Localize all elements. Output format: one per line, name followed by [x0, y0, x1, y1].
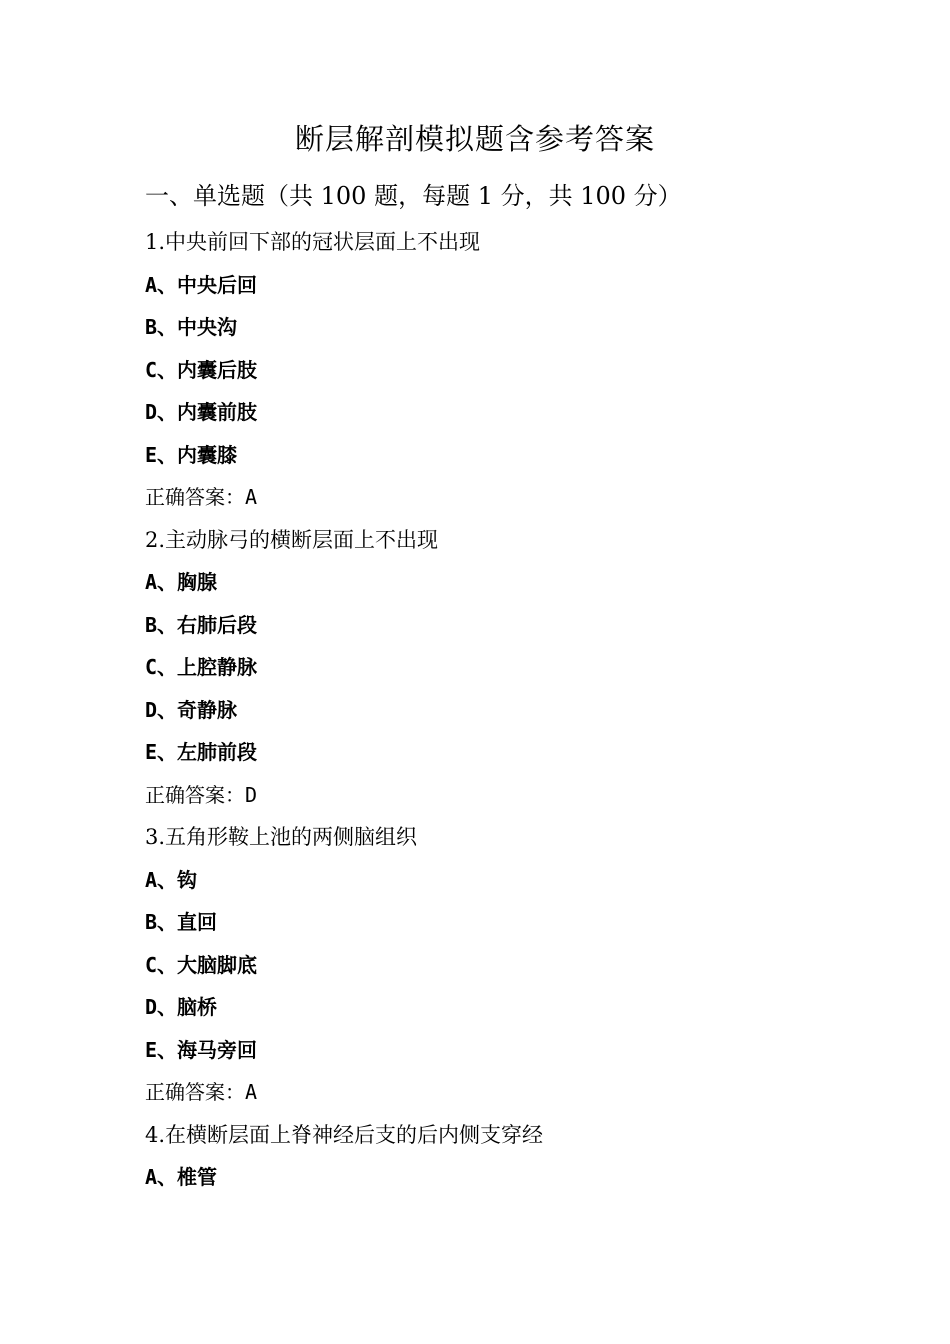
correct-answer: 正确答案：D — [145, 782, 258, 807]
question-option: D、内囊前肢 — [145, 400, 258, 424]
question-option: D、脑桥 — [145, 995, 218, 1019]
question-option: E、左肺前段 — [145, 740, 258, 764]
section-heading: 一、单选题（共 100 题，每题 1 分，共 100 分） — [145, 182, 682, 210]
question-stem: 4.在横断层面上脊神经后支的后内侧支穿经 — [145, 1122, 544, 1147]
question-option: C、大脑脚底 — [145, 952, 258, 977]
correct-answer: 正确答案：A — [145, 1080, 258, 1104]
question-option: D、奇静脉 — [145, 697, 238, 722]
question-option: B、中央沟 — [145, 315, 238, 339]
question-option: C、上腔静脉 — [145, 655, 258, 679]
question-list — [145, 221, 845, 1199]
question-option: B、直回 — [145, 910, 218, 934]
question-option: C、内囊后肢 — [145, 357, 258, 382]
correct-answer: 正确答案：A — [145, 485, 258, 509]
question-option: B、右肺后段 — [145, 612, 258, 637]
question-option: E、海马旁回 — [145, 1037, 258, 1062]
question-stem: 3.五角形鞍上池的两侧脑组织 — [145, 825, 418, 849]
question-option: A、胸腺 — [145, 570, 218, 594]
question-option: A、中央后回 — [145, 272, 258, 297]
document-title: 断层解剖模拟题含参考答案 — [294, 122, 655, 156]
question-option: E、内囊膝 — [145, 442, 238, 467]
question-option: A、钩 — [145, 867, 198, 892]
question-stem: 2.主动脉弓的横断层面上不出现 — [145, 527, 439, 552]
question-option: A、椎管 — [145, 1165, 218, 1189]
question-stem: 1.中央前回下部的冠状层面上不出现 — [145, 230, 481, 254]
